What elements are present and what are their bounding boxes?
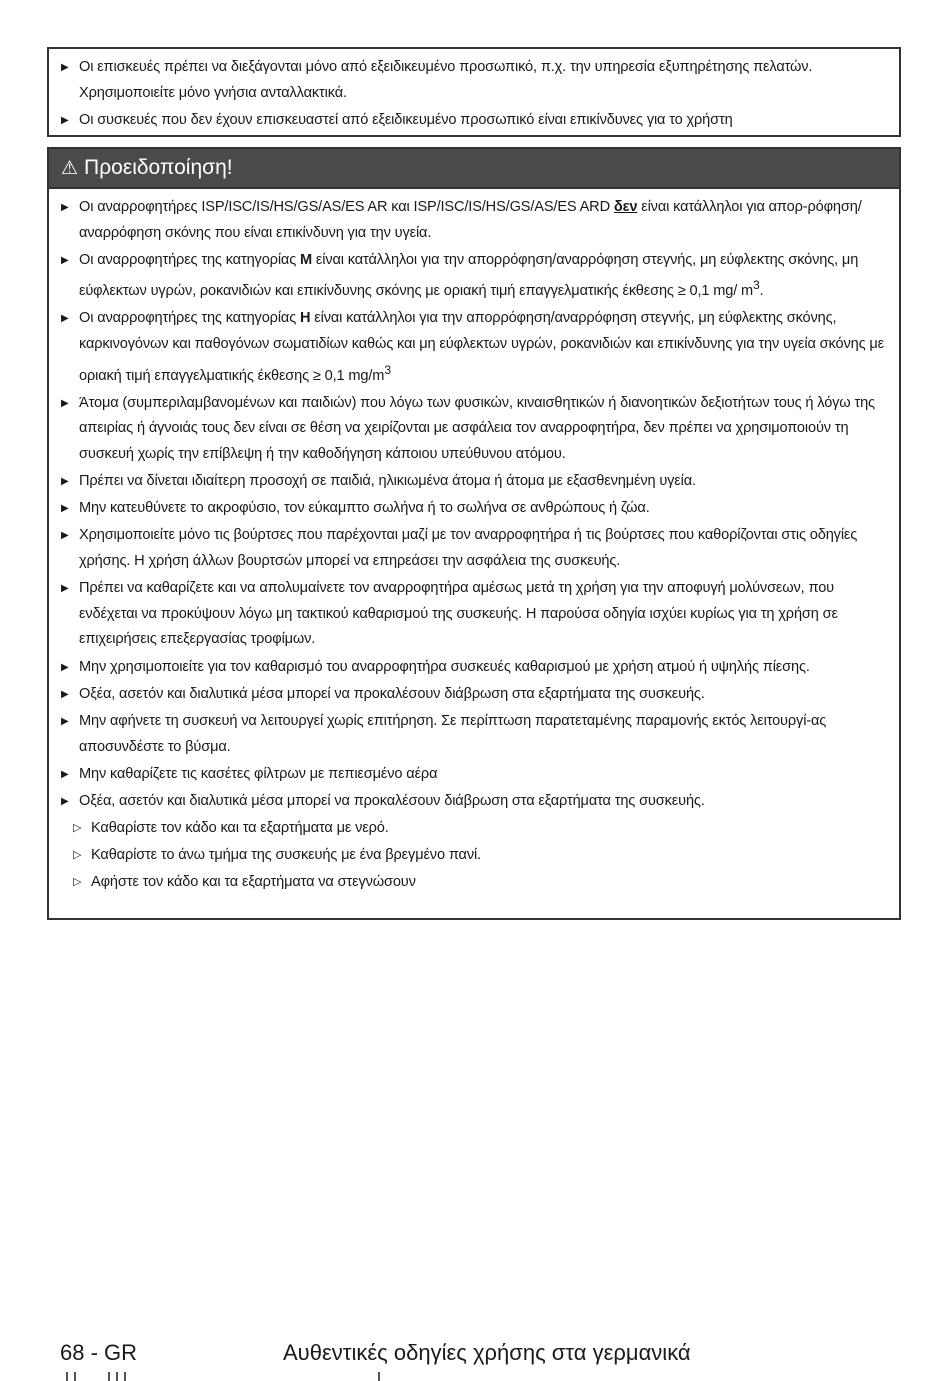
warning-body — [49, 189, 899, 896]
bullet-arrow-icon: ▶ — [61, 313, 69, 325]
warning-header — [49, 149, 899, 189]
page-footer — [60, 1340, 920, 1374]
list-item: ▶ Οι αναρροφητήρες της κατηγορίας M είναι κατάλληλοι για την απορρόφηση/αναρρόφηση στεγνής, μη εύφλεκτης σκόνης, μη εύφλεκτων υγρών, ροκανιδιών και επικίνδυνης σκόνης με οριακή τιμή επαγγελματικής έκθεσης ≥ 0,1 mg/ $m^3$. — [61, 248, 889, 305]
bullet-outline-arrow-icon: ▷ — [73, 822, 82, 835]
bullet-outline-arrow-icon: ▷ — [73, 876, 82, 889]
bullet-arrow-icon: ▶ — [61, 768, 69, 780]
emphasis-text: M — [299, 251, 312, 268]
sub-list-item: ▷ Καθαρίστε το άνω τμήμα της συσκευής με ένα βρεγμένο πανί. — [61, 843, 889, 869]
footer-title: Αυθεντικές οδηγίες χρήσης στα γερμανικά — [283, 1340, 691, 1365]
list-item: ▶ Άτομα (συμπεριλαμβανομένων και παιδιών) που λόγω των φυσικών, κιναισθητικών ή διανοητικών δεξιοτήτων τους ή λόγω της απειρίας ή άγνοιάς τους δεν είναι σε θέση να χειρίζονται με ασφάλεια τον αναρροφητήρα, δεν πρέπει να χρησιμοποιούν τη συσκευή χωρίς την επίβλεψη ή την καθοδήγηση κάποιου υπεύθυνου ατόμου. — [61, 391, 889, 468]
bullet-outline-arrow-icon: ▷ — [73, 849, 82, 862]
list-item: ▶ Μην χρησιμοποιείτε για τον καθαρισμό του αναρροφητήρα συσκευές καθαρισμού με χρήση ατμού ή υψηλής πίεσης. — [61, 655, 889, 681]
list-item: ▶ Μην αφήνετε τη συσκευή να λειτουργεί χωρίς επιτήρηση. Σε περίπτωση παρατεταμένης παραμονής εκτός λειτουργί-ας αποσυνδέστε το βύσμα. — [61, 709, 889, 760]
sub-list-item: ▷ Αφήστε τον κάδο και τα εξαρτήματα να στεγνώσουν — [61, 870, 889, 896]
bullet-arrow-icon: ▶ — [61, 114, 69, 126]
bullet-arrow-icon: ▶ — [61, 254, 69, 266]
list-item: ▶ Μην καθαρίζετε τις κασέτες φίλτρων με πεπιεσμένο αέρα — [61, 762, 889, 788]
repairs-list — [61, 55, 889, 133]
list-item: ▶ Οξέα, ασετόν και διαλυτικά μέσα μπορεί να προκαλέσουν διάβρωση στα εξαρτήματα της συσκευής. — [61, 789, 889, 815]
bullet-arrow-icon: ▶ — [61, 397, 69, 409]
bullet-arrow-icon: ▶ — [61, 715, 69, 727]
bullet-arrow-icon: ▶ — [61, 62, 69, 73]
list-item: ▶ Μην κατευθύνετε το ακροφύσιο, τον εύκαμπτο σωλήνα ή το σωλήνα σε ανθρώπους ή ζώα. — [61, 496, 889, 522]
bullet-arrow-icon: ▶ — [61, 583, 69, 595]
bullet-arrow-icon: ▶ — [61, 661, 69, 673]
page-number: 68 - GR — [60, 1340, 138, 1365]
list-item: ▶ Χρησιμοποιείτε μόνο τις βούρτσες που παρέχονται μαζί με τον αναρροφητήρα ή τις βούρτσες που καθορίζονται στις οδηγίες χρήσης. Η χρήση άλλων βουρτσών μπορεί να επηρεάσει την ασφάλεια της συσκευής. — [61, 523, 889, 574]
list-item: ▶ Οξέα, ασετόν και διαλυτικά μέσα μπορεί να προκαλέσουν διάβρωση στα εξαρτήματα της συσκευής. — [61, 682, 889, 708]
bullet-arrow-icon: ▶ — [61, 476, 69, 488]
bullet-arrow-icon: ▶ — [61, 503, 69, 515]
list-item: ▶ Οι αναρροφητήρες ISP/ISC/IS/HS/GS/AS/ES AR και ISP/ISC/IS/HS/GS/AS/ES ARD δεν είναι κατάλληλοι για απορ-ρόφηση/αναρρόφηση σκόνης που είναι επικίνδυνη για την υγεία. — [61, 195, 889, 246]
warning-box — [47, 147, 901, 920]
sub-list-item: ▷ Καθαρίστε τον κάδο και τα εξαρτήματα με νερό. — [61, 816, 889, 842]
list-item: ▶ Οι επισκευές πρέπει να διεξάγονται μόνο από εξειδικευμένο προσωπικό, π.χ. την υπηρεσία εξυπηρέτησης πελατών. Χρησιμοποιείτε μόνο γνήσια ανταλλακτικά. — [61, 55, 889, 106]
list-item: ▶ Οι συσκευές που δεν έχουν επισκευαστεί από εξειδικευμένο προσωπικό είναι επικίνδυνες για το χρήστη — [61, 108, 889, 134]
list-item: ▶ Οι αναρροφητήρες της κατηγορίας H είναι κατάλληλοι για την απορρόφηση/αναρρόφηση στεγνής, μη εύφλεκτης σκόνης, καρκινογόνων και παθογόνων σωματιδίων καθώς και μη εύφλεκτων υγρών, ροκανιδιών και επικίνδυνης για την υγεία σκόνης με οριακή τιμή επαγγελματικής έκθεσης ≥ 0,1 $mg/m^3$ — [61, 306, 889, 389]
bullet-arrow-icon: ▶ — [61, 202, 69, 213]
bullet-arrow-icon: ▶ — [61, 795, 69, 807]
list-item: ▶ Πρέπει να καθαρίζετε και να απολυμαίνετε τον αναρροφητήρα αμέσως μετά τη χρήση για την αποφυγή μολύνσεων, που ενδέχεται να προκύψουν λόγω μη τακτικού καθαρισμού της συσκευής. Η παρούσα οδηγία ισχύει κυρίως για τη χρήση σε επιχειρήσεις επεξεργασίας τροφίμων. — [61, 576, 889, 653]
emphasis-text: H — [299, 310, 311, 327]
warning-title: Προειδοποίηση! — [84, 156, 233, 179]
bullet-arrow-icon: ▶ — [61, 688, 69, 700]
repairs-notice-box — [47, 47, 901, 137]
warning-triangle-icon: ⚠ — [61, 158, 79, 179]
warning-list — [61, 195, 889, 896]
bullet-arrow-icon: ▶ — [61, 530, 69, 542]
emphasis-text: δεν — [613, 199, 638, 215]
list-item: ▶ Πρέπει να δίνεται ιδιαίτερη προσοχή σε παιδιά, ηλικιωμένα άτομα ή άτομα με εξασθενημένη υγεία. — [61, 469, 889, 495]
